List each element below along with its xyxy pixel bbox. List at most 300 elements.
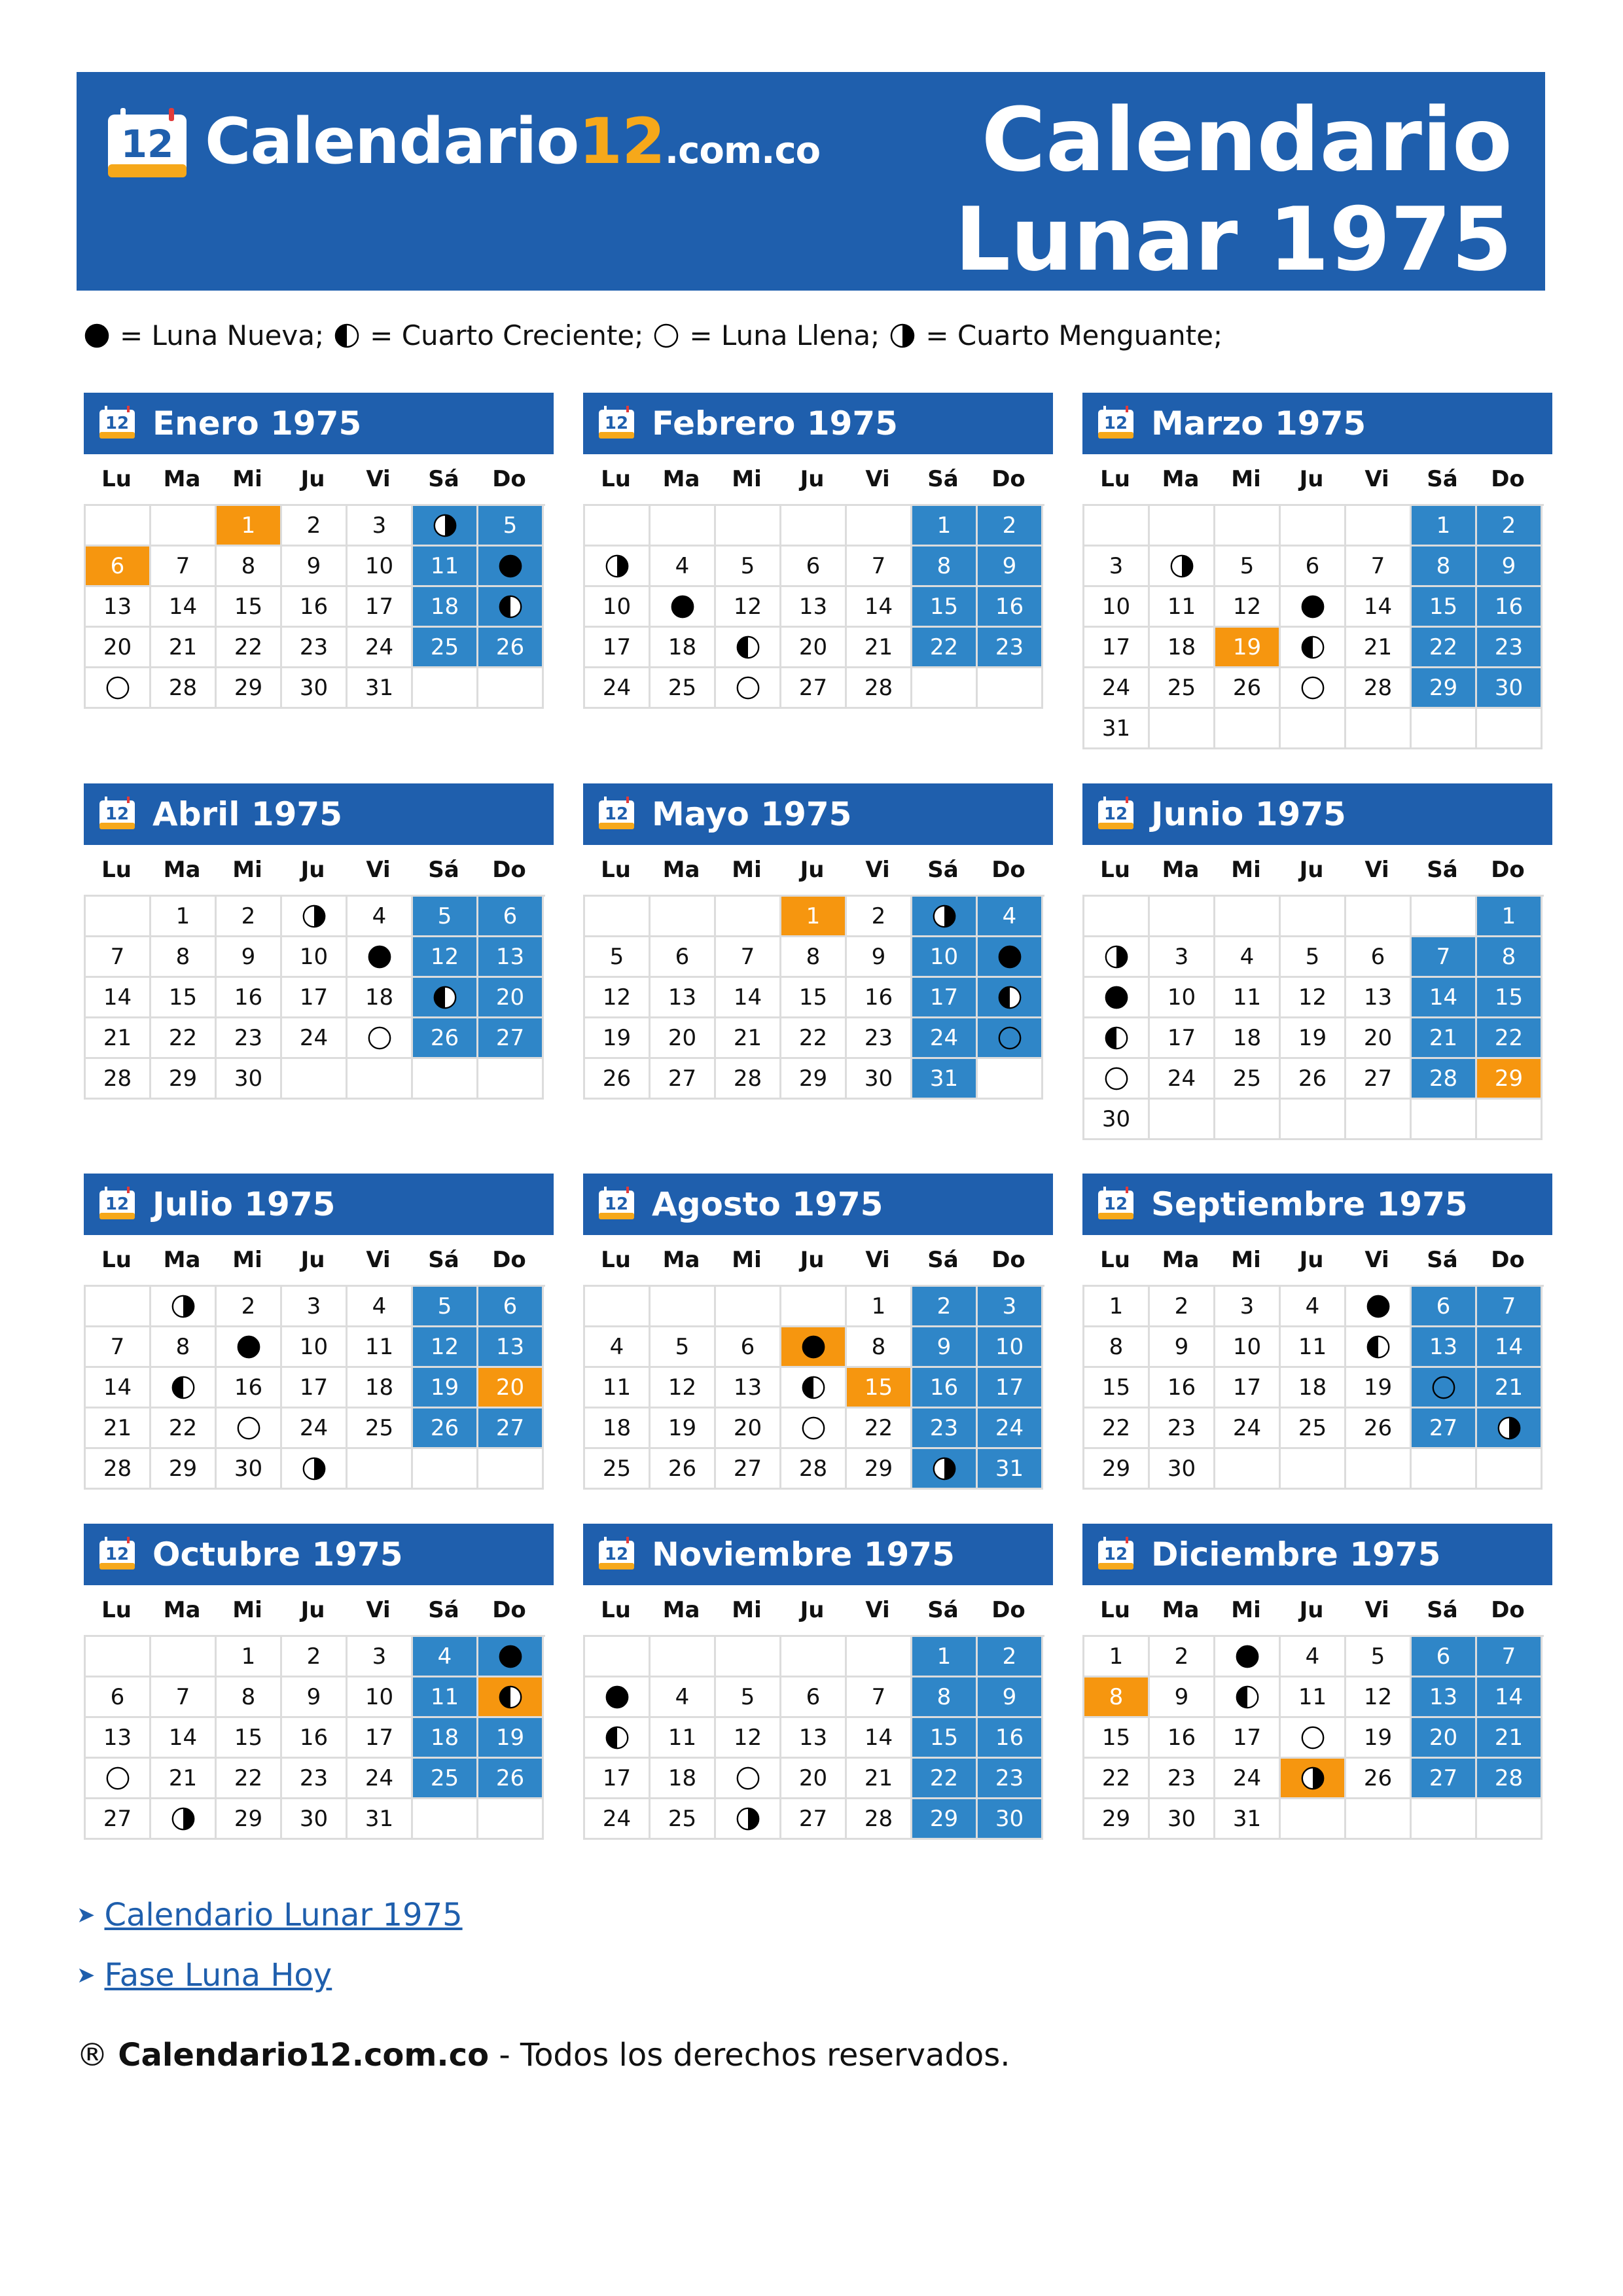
week-row: [86, 587, 545, 628]
day-cell: 4: [1215, 937, 1281, 978]
weekday-label: Ju: [1299, 1247, 1324, 1273]
weekday-header: [84, 1585, 554, 1635]
empty-day-cell: [585, 897, 651, 937]
day-cell: 24: [282, 1408, 348, 1449]
month-header: [1082, 783, 1552, 845]
day-cell: 16: [282, 1718, 348, 1759]
day-cell: 25: [651, 668, 716, 709]
day-cell: 27: [1412, 1408, 1477, 1449]
empty-day-cell: [1215, 1449, 1281, 1490]
empty-day-cell: [1281, 1449, 1346, 1490]
month-title: Junio 1975: [1151, 795, 1346, 833]
week-row: [1084, 1677, 1544, 1718]
week-row: [1084, 1637, 1544, 1677]
day-cell: 6: [716, 1327, 781, 1368]
day-cell: 21: [1412, 1018, 1477, 1059]
day-cell: 13: [1412, 1327, 1477, 1368]
day-cell: 21: [86, 1408, 151, 1449]
new-moon-icon: [497, 553, 524, 579]
day-cell: 25: [651, 1799, 716, 1840]
day-cell: [1215, 1637, 1281, 1677]
day-cell: 29: [1477, 1059, 1543, 1100]
weekday-label: Ju: [300, 857, 325, 883]
week-row: [585, 937, 1044, 978]
day-cell: 9: [912, 1327, 978, 1368]
day-cell: 21: [86, 1018, 151, 1059]
day-cell: 1: [217, 506, 282, 547]
weekday-header: [583, 454, 1053, 504]
month-title: Febrero 1975: [652, 404, 898, 442]
empty-day-cell: [1150, 1100, 1215, 1140]
day-cell: 4: [1281, 1637, 1346, 1677]
day-cell: 26: [1215, 668, 1281, 709]
calendar-icon: [1097, 797, 1135, 831]
day-grid: [583, 504, 1044, 709]
empty-day-cell: [1281, 1100, 1346, 1140]
week-row: [1084, 506, 1544, 547]
day-cell: [1412, 1368, 1477, 1408]
new-moon-icon: [83, 322, 111, 350]
day-cell: 11: [585, 1368, 651, 1408]
weekday-header: [84, 454, 554, 504]
weekday-label: Ma: [1162, 1247, 1200, 1273]
legend-full-moon: = Luna Llena;: [689, 319, 880, 351]
svg-text:12: 12: [604, 1545, 629, 1564]
day-cell: 13: [651, 978, 716, 1018]
day-cell: 20: [1412, 1718, 1477, 1759]
weekday-header: [583, 1585, 1053, 1635]
weekday-label: Vi: [366, 1597, 391, 1623]
week-row: [1084, 709, 1544, 749]
week-row: [86, 1018, 545, 1059]
day-cell: 18: [651, 1759, 716, 1799]
empty-day-cell: [1412, 1449, 1477, 1490]
day-cell: 25: [1281, 1408, 1346, 1449]
last-quarter-icon: [604, 553, 630, 579]
svg-text:12: 12: [604, 1194, 629, 1214]
week-row: [585, 1287, 1044, 1327]
day-cell: 9: [282, 1677, 348, 1718]
day-cell: 5: [716, 1677, 781, 1718]
day-cell: 2: [217, 1287, 282, 1327]
empty-day-cell: [413, 1799, 478, 1840]
calendar-icon: [597, 797, 635, 831]
link-text[interactable]: Fase Luna Hoy: [104, 1957, 332, 1994]
weekday-label: Ju: [300, 466, 325, 492]
day-cell: 17: [912, 978, 978, 1018]
last-quarter-icon: [170, 1806, 196, 1832]
day-cell: 6: [1281, 547, 1346, 587]
month-title: Enero 1975: [152, 404, 362, 442]
day-cell: [716, 628, 781, 668]
day-cell: 25: [413, 628, 478, 668]
day-cell: 10: [1215, 1327, 1281, 1368]
day-cell: 29: [1412, 668, 1477, 709]
day-grid: [1082, 1285, 1544, 1490]
month-title: Septiembre 1975: [1151, 1185, 1468, 1223]
day-cell: 30: [1150, 1799, 1215, 1840]
empty-day-cell: [978, 668, 1043, 709]
day-cell: 28: [847, 668, 912, 709]
day-cell: 29: [847, 1449, 912, 1490]
day-cell: 23: [847, 1018, 912, 1059]
weekday-label: Ju: [1299, 857, 1324, 883]
empty-day-cell: [651, 506, 716, 547]
day-cell: 30: [282, 1799, 348, 1840]
weekday-label: Mi: [232, 857, 262, 883]
first-quarter-icon: [1300, 634, 1326, 660]
day-cell: 5: [1346, 1637, 1412, 1677]
day-cell: 31: [348, 1799, 413, 1840]
day-cell: 12: [413, 937, 478, 978]
day-cell: 5: [1281, 937, 1346, 978]
day-cell: 21: [1477, 1718, 1543, 1759]
day-cell: 4: [651, 547, 716, 587]
weekday-header: [583, 1235, 1053, 1285]
calendar-icon: [98, 1187, 136, 1221]
weekday-label: Ma: [662, 857, 700, 883]
day-cell: 23: [1477, 628, 1543, 668]
day-cell: 30: [282, 668, 348, 709]
day-cell: 22: [217, 1759, 282, 1799]
day-cell: 16: [1150, 1368, 1215, 1408]
weekday-label: Ma: [163, 466, 201, 492]
day-cell: 29: [217, 668, 282, 709]
day-cell: 5: [1215, 547, 1281, 587]
empty-day-cell: [847, 506, 912, 547]
day-cell: 15: [1084, 1368, 1150, 1408]
weekday-header: [583, 845, 1053, 895]
weekday-label: Sá: [927, 466, 959, 492]
day-cell: 10: [1084, 587, 1150, 628]
legend-first-quarter: = Cuarto Creciente;: [370, 319, 644, 351]
month-title: Mayo 1975: [652, 795, 852, 833]
day-cell: 20: [716, 1408, 781, 1449]
day-cell: [585, 1718, 651, 1759]
week-row: [585, 978, 1044, 1018]
weekday-label: Do: [991, 857, 1026, 883]
last-quarter-icon: [889, 322, 916, 350]
day-cell: [651, 587, 716, 628]
day-cell: 29: [1084, 1799, 1150, 1840]
week-row: [86, 1677, 545, 1718]
day-cell: 28: [1477, 1759, 1543, 1799]
week-row: [86, 1799, 545, 1840]
day-cell: 25: [585, 1449, 651, 1490]
day-cell: 29: [1084, 1449, 1150, 1490]
month-header: [84, 783, 554, 845]
day-cell: 3: [282, 1287, 348, 1327]
empty-day-cell: [478, 1449, 544, 1490]
day-cell: 20: [781, 628, 847, 668]
weekday-header: [84, 845, 554, 895]
day-cell: 30: [1150, 1449, 1215, 1490]
full-moon-icon: [1431, 1374, 1457, 1401]
day-cell: [86, 1759, 151, 1799]
weekday-label: Vi: [1364, 857, 1389, 883]
weekday-label: Do: [1491, 466, 1525, 492]
day-cell: 9: [1477, 547, 1543, 587]
week-row: [1084, 1100, 1544, 1140]
day-cell: [413, 506, 478, 547]
day-cell: [1281, 1718, 1346, 1759]
svg-text:12: 12: [105, 414, 130, 433]
day-grid: [84, 1285, 545, 1490]
weekday-label: Vi: [865, 466, 890, 492]
weekday-label: Vi: [1364, 466, 1389, 492]
new-moon-icon: [669, 594, 696, 620]
empty-day-cell: [151, 506, 217, 547]
day-cell: 11: [348, 1327, 413, 1368]
month-title: Noviembre 1975: [652, 1535, 955, 1573]
day-cell: 4: [348, 1287, 413, 1327]
day-cell: 30: [978, 1799, 1043, 1840]
day-cell: 26: [478, 1759, 544, 1799]
site-logo[interactable]: [205, 105, 820, 178]
day-cell: 10: [978, 1327, 1043, 1368]
day-cell: [478, 547, 544, 587]
day-cell: 21: [151, 628, 217, 668]
week-row: [1084, 1799, 1544, 1840]
day-cell: 1: [1084, 1637, 1150, 1677]
first-quarter-icon: [997, 984, 1023, 1011]
day-cell: [912, 1449, 978, 1490]
weekday-label: Vi: [865, 857, 890, 883]
footer-copyright: [77, 2037, 1010, 2073]
day-cell: 15: [151, 978, 217, 1018]
day-cell: 2: [1150, 1287, 1215, 1327]
weekday-label: Sá: [927, 857, 959, 883]
day-cell: 10: [282, 937, 348, 978]
day-cell: [1281, 668, 1346, 709]
day-cell: 1: [151, 897, 217, 937]
day-cell: 6: [86, 1677, 151, 1718]
week-row: [86, 628, 545, 668]
empty-day-cell: [282, 1059, 348, 1100]
day-cell: 12: [1346, 1677, 1412, 1718]
day-cell: 20: [781, 1759, 847, 1799]
day-cell: 3: [1150, 937, 1215, 978]
first-quarter-icon: [1234, 1684, 1260, 1710]
day-cell: 6: [1412, 1637, 1477, 1677]
day-cell: 2: [1150, 1637, 1215, 1677]
empty-day-cell: [1150, 709, 1215, 749]
week-row: [86, 547, 545, 587]
day-cell: 31: [348, 668, 413, 709]
day-cell: 8: [912, 547, 978, 587]
day-cell: 31: [1215, 1799, 1281, 1840]
week-row: [585, 1718, 1044, 1759]
day-cell: [1477, 1408, 1543, 1449]
full-moon-icon: [236, 1415, 262, 1441]
empty-day-cell: [651, 1287, 716, 1327]
empty-day-cell: [1477, 1100, 1543, 1140]
day-cell: 17: [282, 978, 348, 1018]
month-header: [583, 1174, 1053, 1235]
links-list: [77, 1885, 463, 2005]
day-cell: 19: [651, 1408, 716, 1449]
empty-day-cell: [716, 897, 781, 937]
month-header: [84, 1524, 554, 1585]
week-row: [1084, 668, 1544, 709]
day-cell: 16: [217, 978, 282, 1018]
day-cell: 17: [1215, 1718, 1281, 1759]
svg-text:12: 12: [1103, 414, 1128, 433]
day-cell: 14: [86, 1368, 151, 1408]
last-quarter-icon: [1496, 1415, 1522, 1441]
last-quarter-icon: [301, 903, 327, 929]
empty-day-cell: [478, 1799, 544, 1840]
link-fase-luna-hoy[interactable]: [77, 1945, 463, 2005]
day-cell: 2: [978, 1637, 1043, 1677]
day-cell: 17: [282, 1368, 348, 1408]
weekday-label: Mi: [1231, 1597, 1261, 1623]
weekday-label: Lu: [101, 466, 132, 492]
new-moon-icon: [497, 1643, 524, 1670]
empty-day-cell: [348, 1449, 413, 1490]
day-cell: 12: [716, 587, 781, 628]
month-calendar: [1082, 1524, 1552, 1840]
full-moon-icon: [105, 1765, 131, 1791]
day-cell: 26: [413, 1408, 478, 1449]
day-cell: 18: [1281, 1368, 1346, 1408]
empty-day-cell: [716, 1637, 781, 1677]
day-cell: 1: [1084, 1287, 1150, 1327]
week-row: [585, 1759, 1044, 1799]
day-cell: 13: [86, 587, 151, 628]
day-cell: [1215, 1677, 1281, 1718]
last-quarter-icon: [931, 903, 957, 929]
footer-brand: Calendario12.com.co: [118, 2037, 490, 2073]
day-cell: 28: [86, 1449, 151, 1490]
day-cell: 20: [86, 628, 151, 668]
day-cell: 18: [1215, 1018, 1281, 1059]
weekday-label: Ma: [1162, 1597, 1200, 1623]
week-row: [86, 1059, 545, 1100]
empty-day-cell: [781, 1637, 847, 1677]
empty-day-cell: [651, 1637, 716, 1677]
day-cell: 12: [716, 1718, 781, 1759]
week-row: [1084, 547, 1544, 587]
last-quarter-icon: [432, 512, 458, 539]
calendar-icon: [98, 406, 136, 440]
week-row: [86, 1637, 545, 1677]
empty-day-cell: [478, 1059, 544, 1100]
day-cell: 27: [651, 1059, 716, 1100]
day-cell: 28: [86, 1059, 151, 1100]
weekday-label: Ma: [662, 1247, 700, 1273]
week-row: [585, 1637, 1044, 1677]
day-cell: 21: [151, 1759, 217, 1799]
empty-day-cell: [413, 1449, 478, 1490]
link-calendario-lunar[interactable]: [77, 1885, 463, 1945]
day-cell: 7: [86, 937, 151, 978]
empty-day-cell: [1150, 897, 1215, 937]
weekday-label: Lu: [101, 857, 132, 883]
month-header: [1082, 393, 1552, 454]
day-cell: 31: [1084, 709, 1150, 749]
empty-day-cell: [1346, 897, 1412, 937]
day-cell: [151, 1799, 217, 1840]
day-cell: 27: [781, 668, 847, 709]
week-row: [86, 1449, 545, 1490]
day-cell: 25: [413, 1759, 478, 1799]
day-cell: 22: [1084, 1759, 1150, 1799]
day-cell: 7: [1477, 1637, 1543, 1677]
day-cell: 18: [413, 1718, 478, 1759]
full-moon-icon: [1300, 1725, 1326, 1751]
svg-text:12: 12: [105, 804, 130, 824]
day-cell: [217, 1408, 282, 1449]
day-cell: [1346, 1287, 1412, 1327]
day-cell: 12: [651, 1368, 716, 1408]
day-cell: 1: [847, 1287, 912, 1327]
weekday-label: Lu: [1100, 466, 1130, 492]
day-cell: 28: [1412, 1059, 1477, 1100]
day-cell: 19: [413, 1368, 478, 1408]
day-cell: 18: [348, 1368, 413, 1408]
title-line-2: Lunar 1975: [954, 188, 1512, 291]
day-cell: 13: [478, 937, 544, 978]
week-row: [1084, 628, 1544, 668]
weekday-label: Sá: [927, 1247, 959, 1273]
empty-day-cell: [1215, 897, 1281, 937]
day-grid: [583, 1285, 1044, 1490]
full-moon-icon: [997, 1025, 1023, 1051]
weekday-header: [1082, 454, 1552, 504]
empty-day-cell: [86, 506, 151, 547]
empty-day-cell: [413, 668, 478, 709]
week-row: [86, 937, 545, 978]
week-row: [86, 668, 545, 709]
weekday-label: Mi: [1231, 1247, 1261, 1273]
weekday-label: Sá: [1427, 857, 1458, 883]
weekday-label: Vi: [366, 1247, 391, 1273]
day-cell: 26: [1281, 1059, 1346, 1100]
weekday-label: Do: [492, 857, 526, 883]
link-text[interactable]: Calendario Lunar 1975: [104, 1897, 463, 1933]
day-cell: 3: [1215, 1287, 1281, 1327]
day-cell: 26: [478, 628, 544, 668]
day-cell: 22: [912, 628, 978, 668]
day-cell: 19: [585, 1018, 651, 1059]
day-cell: 22: [912, 1759, 978, 1799]
day-cell: 15: [912, 587, 978, 628]
day-cell: 15: [217, 587, 282, 628]
day-cell: 14: [1412, 978, 1477, 1018]
month-header: [84, 1174, 554, 1235]
day-cell: 22: [1412, 628, 1477, 668]
day-cell: [413, 978, 478, 1018]
day-cell: 28: [716, 1059, 781, 1100]
calendar-logo-icon: [106, 108, 188, 179]
month-title: Octubre 1975: [152, 1535, 403, 1573]
day-cell: 23: [282, 1759, 348, 1799]
day-cell: 29: [781, 1059, 847, 1100]
empty-day-cell: [1412, 1799, 1477, 1840]
day-cell: 16: [912, 1368, 978, 1408]
empty-day-cell: [847, 1637, 912, 1677]
last-quarter-icon: [170, 1293, 196, 1319]
day-cell: 28: [151, 668, 217, 709]
month-header: [583, 393, 1053, 454]
week-row: [86, 1718, 545, 1759]
day-cell: 6: [651, 937, 716, 978]
weekday-label: Mi: [1231, 857, 1261, 883]
new-moon-icon: [1103, 984, 1130, 1011]
empty-day-cell: [1281, 506, 1346, 547]
day-cell: 27: [781, 1799, 847, 1840]
